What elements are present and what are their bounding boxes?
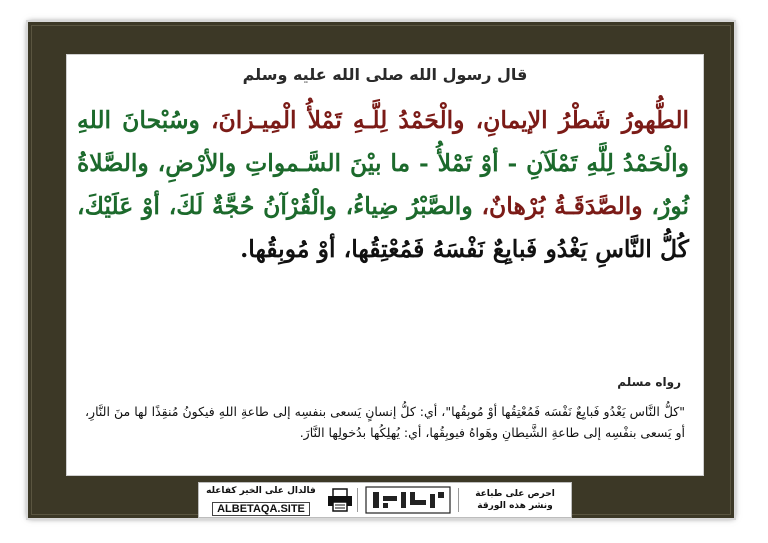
printer-icon[interactable] [323, 485, 357, 515]
site-url[interactable]: ALBETAQA.SITE [212, 502, 310, 516]
print-note-line1: احرص على طباعة [475, 489, 555, 499]
logo-mark [365, 486, 451, 514]
site-logo [358, 485, 458, 515]
footer-divider [458, 488, 459, 512]
hadith-segment: والصَّبْرُ ضِياءُ، والْقُرْآنُ حُجَّةٌ لَكَ، أوْ عَلَيْكَ، [77, 192, 473, 220]
hadith-segment: والصَّلاةُ نُورٌ، [77, 149, 690, 220]
footer-bar [198, 482, 572, 518]
hadith-segment: والصَّدَقَـةُ بُرْهانٌ، [472, 192, 643, 220]
print-note-line2: ونشر هذه الورقة [477, 501, 553, 511]
hadith-segment: كُلُّ النَّاسِ يَغْدُو فَبايِعٌ نَفْسَهُ فَمُعْتِقُها، أوْ مُوبِقُها. [240, 235, 689, 263]
hadith-card [66, 54, 704, 476]
footer-divider [357, 488, 358, 512]
hadith-source: رواه مسلم [617, 375, 681, 389]
hadith-segment: الطُّهورُ شَطْرُ الإيمانِ، [464, 106, 690, 134]
card-header: قال رسول الله صلى الله عليه وسلم [242, 65, 528, 84]
commentary-text: "كلُّ النَّاس يَغْدُو فَبايِعٌ نَفْسَه فَمُعْتِقُها أوْ مُوبِقُها"، أي: كلُّ إنسانٍ يَسعى بنفسِه إلى طاعةِ اللهِ فيكونُ مُنقِذًا لها منَ النَّارِ، أو يَسعى بنفْسِه إلى طاعةِ الشَّيطانِ وهَواهُ فيوبِقُها، أي: يُهلِكُها بدُخولِها النَّارَ. [85, 404, 685, 440]
site-slogan: فالدال على الخير كفاعله [206, 485, 316, 496]
printer-glyph [326, 488, 354, 512]
print-share-note [459, 488, 571, 512]
hadith-segment: والْحَمْدُ لِلَّـهِ تَمْلأُ الْمِيـزانَ، [199, 106, 465, 134]
site-info [199, 485, 323, 516]
hadith-segment: وسُبْحانَ اللهِ والْحَمْدُ لِلَّهِ تَمْلَآنِ - أوْ تَمْلأُ - ما بيْنَ السَّـمواتِ والأرْضِ، [77, 106, 689, 177]
hadith-text [77, 99, 689, 271]
